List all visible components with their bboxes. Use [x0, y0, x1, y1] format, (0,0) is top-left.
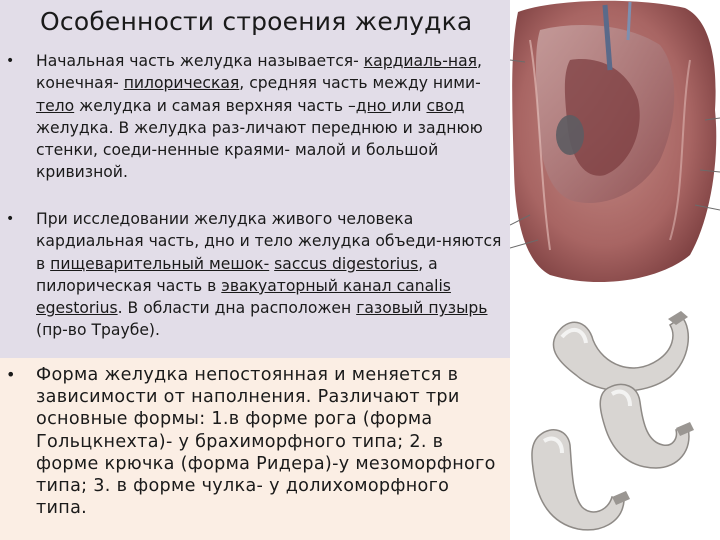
text-segment: При исследовании желудка живого человека кардиальная часть, дно и тело желудка объеди-няются в: [36, 210, 502, 273]
underlined-term: дно: [355, 96, 392, 115]
bullet-marker: •: [6, 211, 15, 227]
underlined-term: газовый пузырь: [356, 299, 488, 318]
underlined-term: пищеварительный мешок-: [50, 254, 270, 273]
text-segment: или: [391, 96, 427, 115]
text-segment: , средняя часть между ними-: [239, 74, 481, 93]
text-segment: Начальная часть желудка называется-: [36, 52, 364, 70]
stomach-anatomy-image: [510, 0, 720, 300]
text-segment: желудка и самая верхняя часть –: [74, 96, 356, 115]
text-segment: Форма желудка непостоянная и меняется в зависимости от наполнения. Различают три основные формы: 1.в форме рога (форма Гольцкнехта)- у брахиморфного типа; 2. в форме крючка (форма Ридера)-у мезоморфного типа; 3. в форме чулка- у долихоморфного типа.: [36, 365, 496, 519]
underlined-term: пилорическая: [123, 74, 240, 93]
underlined-term: кардиаль-ная: [363, 52, 478, 70]
underlined-term: эвакуаторный канал canalis egestorius: [36, 276, 451, 318]
slide-title: Особенности строения желудка: [40, 7, 473, 36]
underlined-term: свод: [426, 96, 465, 115]
text-segment: (пр-во Траубе).: [36, 321, 160, 340]
bullet-text-stomach-parts: [36, 50, 506, 184]
bullet-text-living-stomach: [36, 208, 506, 342]
bullet-marker: •: [6, 53, 15, 69]
text-segment: , а пилорическая часть в: [36, 254, 438, 295]
text-segment: , конечная-: [36, 52, 482, 93]
stocking-shaped-stomach-image: [520, 425, 640, 535]
bullet-text-stomach-forms: [36, 364, 506, 519]
underlined-term: тело: [36, 96, 75, 115]
text-segment: желудка. В желудка раз-личают переднюю и заднюю стенки, соеди-ненные краями- малой и большой кривизной.: [36, 118, 483, 182]
bullet-marker: •: [6, 365, 16, 384]
underlined-term: saccus digestorius: [274, 254, 419, 273]
text-segment: . В области дна расположен: [117, 299, 357, 318]
